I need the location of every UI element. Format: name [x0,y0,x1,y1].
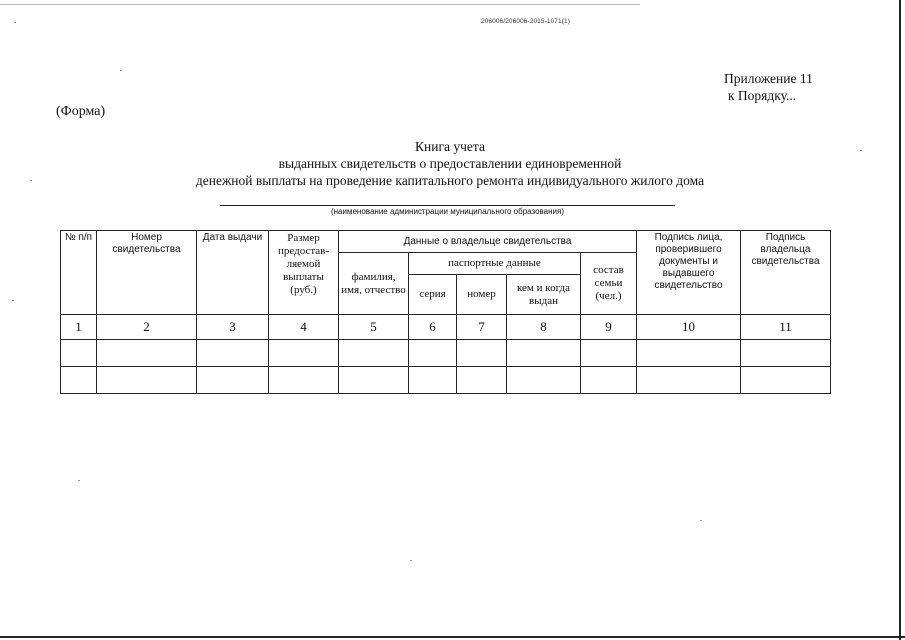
empty-cell [457,340,507,367]
admin-name-line [220,205,675,206]
empty-cell [457,367,507,394]
empty-cell [581,340,637,367]
register-table [60,230,831,394]
scan-bottom-edge [0,636,905,638]
empty-cell [197,340,269,367]
empty-cell [61,367,97,394]
empty-cell [269,340,339,367]
header-payment-amount: Размер предостав-ляемой выплаты (руб.) [269,231,339,315]
header-number: № п/п [61,231,97,315]
scan-right-edge [899,0,901,640]
column-number: 10 [637,315,741,340]
empty-cell [581,367,637,394]
empty-cell [97,367,197,394]
header-passport-issued: кем и когда выдан [507,275,581,315]
admin-caption: (наименование администрации муниципального образования) [330,207,565,216]
header-passport-data: паспортные данные [409,253,581,275]
empty-cell [339,340,409,367]
empty-cell [507,367,581,394]
column-number: 3 [197,315,269,340]
column-number: 2 [97,315,197,340]
header-full-name: фамилия, имя, отчество [339,253,409,315]
scan-speck [120,70,122,71]
header-issue-date: Дата выдачи [197,231,269,315]
scan-speck [860,150,862,151]
header-owner-data: Данные о владельце свидетельства [339,231,637,253]
header-certificate-number: Номер свидетельства [97,231,197,315]
scan-speck [700,520,702,521]
column-number: 5 [339,315,409,340]
table-row [61,340,831,367]
empty-cell [269,367,339,394]
empty-cell [409,340,457,367]
document-title [150,138,750,189]
header-passport-series: серия [409,275,457,315]
empty-cell [339,367,409,394]
scan-speck [14,22,16,23]
empty-cell [637,340,741,367]
column-number: 6 [409,315,457,340]
scan-speck [410,560,412,561]
empty-cell [741,340,831,367]
appendix-line: к Порядку... [728,88,797,103]
empty-cell [741,367,831,394]
empty-cell [637,367,741,394]
empty-cell [97,340,197,367]
title-line: денежной выплаты на проведение капитального ремонта индивидуального жилого дома [195,173,705,188]
header-family-size: состав семьи (чел.) [581,253,637,315]
column-number: 1 [61,315,97,340]
scan-top-edge [0,4,640,5]
scan-speck [78,480,80,481]
empty-cell [409,367,457,394]
table-row [61,367,831,394]
appendix-note [724,70,813,104]
header-passport-number: номер [457,275,507,315]
column-number: 7 [457,315,507,340]
scan-speck [12,300,14,301]
form-label: (Форма) [56,104,106,119]
column-numbers-row [61,315,831,340]
scan-speck [30,180,32,181]
column-number: 9 [581,315,637,340]
title-line: выданных свидетельств о предоставлении единовременной [278,156,622,171]
empty-cell [507,340,581,367]
column-number: 11 [741,315,831,340]
title-line: Книга учета [415,139,485,154]
column-number: 4 [269,315,339,340]
header-issuer-signature: Подпись лица, проверившего документы и выдавшего свидетельство [637,231,741,315]
document-id: 206006/206006-2015-1071(1) [481,18,570,25]
column-number: 8 [507,315,581,340]
header-owner-signature: Подпись владельца свидетельства [741,231,831,315]
empty-cell [197,367,269,394]
empty-cell [61,340,97,367]
appendix-line: Приложение 11 [724,71,813,86]
